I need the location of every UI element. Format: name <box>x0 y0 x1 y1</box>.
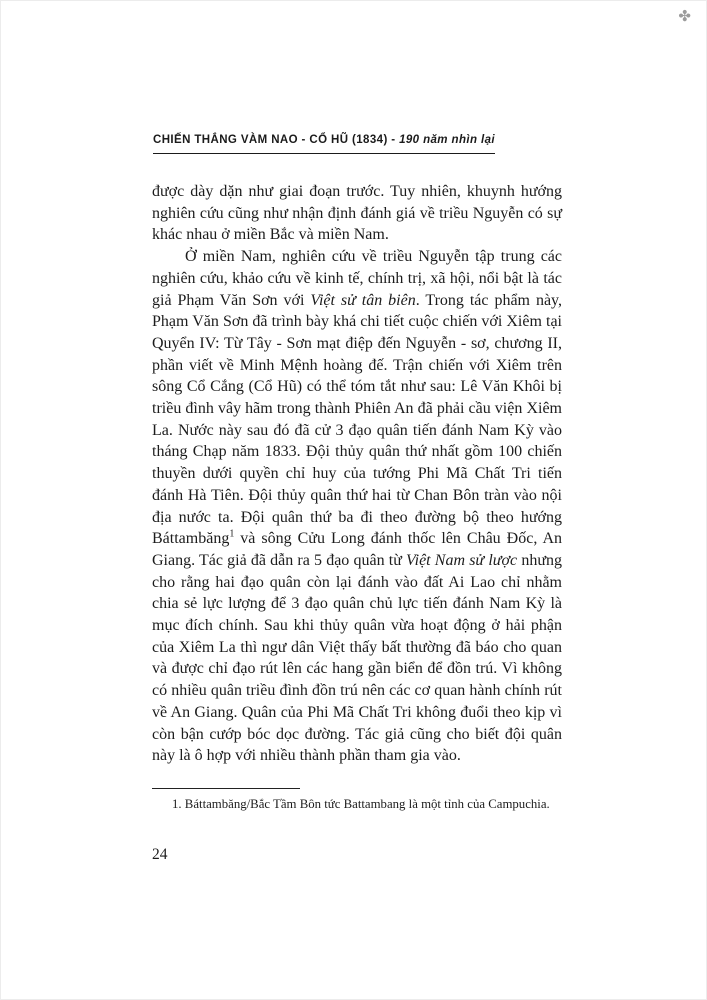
footnote-divider <box>152 788 300 789</box>
paragraph <box>152 246 562 767</box>
flower-icon: ✤ <box>678 7 691 25</box>
book-title-italic: Việt Nam sử lược <box>406 551 518 569</box>
text-run: . Trong tác phẩm này, Phạm Văn Sơn đã trình bày khá chi tiết cuộc chiến với Xiêm tại Quyển IV: Từ Tây - Sơn mạt điệp đến Nguyễn - sơ, chương II, phần viết về Minh Mệnh hoàng đế. Trận chiến với Xiêm trên sông Cổ Cắng (Cổ Hũ) có thể tóm tắt như sau: Lê Văn Khôi bị triều đình vây hãm trong thành Phiên An đã phải cầu viện Xiêm La. Nước này sau đó đã cử 3 đạo quân tiến đánh Nam Kỳ vào tháng Chạp năm 1833. Đội thủy quân thứ nhất gồm 100 chiến thuyền dưới quyền chỉ huy của tướng Phi Mã Chất Tri tiến đánh Hà Tiên. Đội thủy quân thứ hai từ Chan Bôn tràn vào nội địa nước ta. Đội quân thứ ba đi theo đường bộ theo hướng Báttambăng <box>152 291 563 548</box>
footnote-reference: 1 <box>229 528 235 540</box>
running-header-title: CHIẾN THẮNG VÀM NAO - CỔ HŨ (1834) - <box>153 134 400 146</box>
running-header <box>153 134 495 154</box>
running-header-subtitle: 190 năm nhìn lại <box>399 134 495 146</box>
text-run: nhưng cho rằng hai đạo quân còn lại đánh vào đất Ai Lao chỉ nhằm chia sẻ lực lượng để 3 đạo quân chủ lực tiến đánh Nam Kỳ là mục đích chính. Sau khi thủy quân vừa hoạt động ở hải phận của Xiêm La thì ngư dân Việt thấy bất thường đã báo cho quan và được chỉ đạo rút lên các hang gần biển để đồn trú. Vì không có nhiều quân triều đình đồn trú nên các cơ quan hành chính rút về An Giang. Quân của Phi Mã Chất Tri không đuổi theo kịp vì còn bận cướp bóc dọc đường. Tác giả cũng cho biết đội quân này là ô hợp với nhiều thành phần tham gia vào. <box>152 551 563 765</box>
text-run: được dày dặn như giai đoạn trước. Tuy nhiên, khuynh hướng nghiên cứu cũng như nhận định đánh giá về triều Nguyễn có sự khác nhau ở miền Bắc và miền Nam. <box>152 183 562 244</box>
text-run: và sông Cửu Long đánh thốc lên Châu Đốc, An Giang. Tác giả đã dẫn ra 5 đạo quân từ <box>152 530 562 569</box>
footnote: 1. Báttambăng/Bắc Tầm Bôn tức Battambang là một tỉnh của Campuchia. <box>172 797 550 811</box>
body-text <box>152 181 562 767</box>
text-run: Ở miền Nam, nghiên cứu về triều Nguyễn tập trung các nghiên cứu, khảo cứu về kinh tế, chính trị, xã hội, nổi bật là tác giả Phạm Văn Sơn với <box>152 248 562 309</box>
paragraph <box>152 181 562 246</box>
page-number: 24 <box>152 846 168 863</box>
book-title-italic: Việt sử tân biên <box>310 291 416 309</box>
